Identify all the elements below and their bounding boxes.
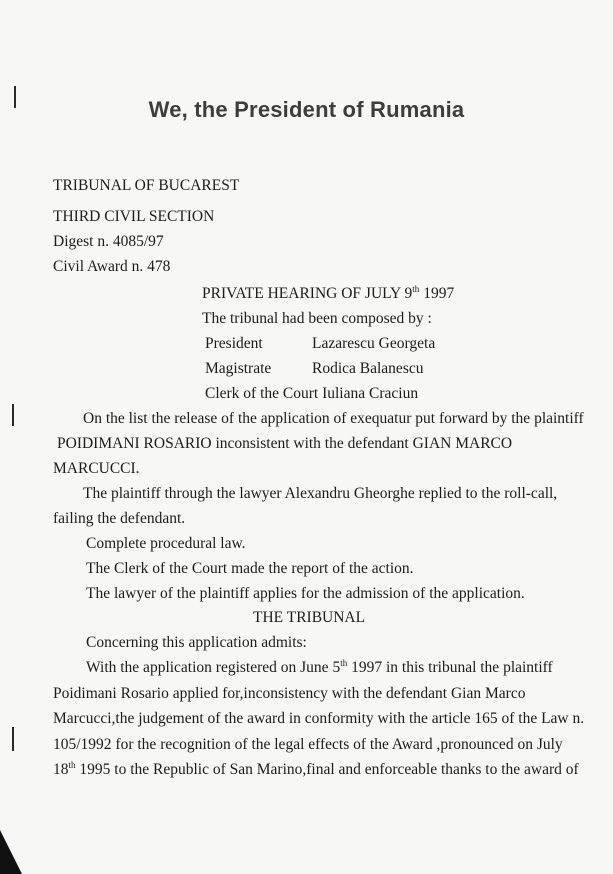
paragraph-3: Complete procedural law. xyxy=(86,535,246,552)
paragraph-1-line-2: POIDIMANI ROSARIO inconsistent with the defendant GIAN MARCO xyxy=(57,435,513,452)
paragraph-2-line-1: The plaintiff through the lawyer Alexandru Gheorghe replied to the roll-call, xyxy=(83,485,558,502)
composition-line: The tribunal had been composed by : xyxy=(202,310,432,327)
paragraph-7-line-5 xyxy=(53,761,579,779)
paragraph-5: The lawyer of the plaintiff applies for the admission of the application. xyxy=(86,585,525,602)
digest-number: Digest n. 4085/97 xyxy=(53,233,164,250)
paragraph-7-line-1-rest: 1997 in this tribunal the plaintiff xyxy=(347,659,553,676)
paragraph-7-line-1-sup: th xyxy=(340,657,348,668)
scan-mark-bottom xyxy=(12,727,14,751)
paragraph-1-line-1: On the list the release of the application of exequatur put forward by the plaintiff xyxy=(83,410,584,427)
paragraph-7-line-1-text: With the application registered on June 5 xyxy=(86,659,341,676)
tribunal-name: TRIBUNAL OF BUCAREST xyxy=(53,177,240,194)
paragraph-2-line-2: failing the defendant. xyxy=(53,510,186,527)
scan-mark-middle xyxy=(12,404,14,426)
paragraph-4: The Clerk of the Court made the report of the action. xyxy=(86,560,414,577)
president-label: President xyxy=(205,335,263,352)
paragraph-7-line-5-sup: th xyxy=(68,759,76,770)
scan-corner-shadow xyxy=(0,830,22,874)
president-name: Lazarescu Georgeta xyxy=(312,335,436,352)
award-number: Civil Award n. 478 xyxy=(53,258,171,275)
hearing-title-sup: th xyxy=(412,283,420,294)
section-name: THIRD CIVIL SECTION xyxy=(53,208,215,225)
hearing-title-year: 1997 xyxy=(419,285,455,302)
section-heading-tribunal: THE TRIBUNAL xyxy=(253,609,366,626)
paragraph-7-line-2: Poidimani Rosario applied for,inconsistency with the defendant Gian Marco xyxy=(53,685,526,702)
document-title: We, the President of Rumania xyxy=(148,97,465,122)
paragraph-7-line-5-rest: 1995 to the Republic of San Marino,final and enforceable thanks to the award of xyxy=(75,761,579,778)
paragraph-7-line-1 xyxy=(86,659,553,677)
clerk-line: Clerk of the Court Iuliana Craciun xyxy=(205,385,419,402)
paragraph-7-line-4: 105/1992 for the recognition of the legal effects of the Award ,pronounced on July xyxy=(53,736,563,753)
hearing-title xyxy=(202,285,454,303)
magistrate-label: Magistrate xyxy=(205,360,272,377)
hearing-title-text: PRIVATE HEARING OF JULY 9 xyxy=(202,285,413,302)
paragraph-1-line-3: MARCUCCI. xyxy=(53,460,140,477)
magistrate-name: Rodica Balanescu xyxy=(312,360,424,377)
paragraph-6: Concerning this application admits: xyxy=(86,634,307,651)
paragraph-7-line-5-text: 18 xyxy=(53,761,69,778)
paragraph-7-line-3: Marcucci,the judgement of the award in conformity with the article 165 of the Law n. xyxy=(53,710,585,727)
